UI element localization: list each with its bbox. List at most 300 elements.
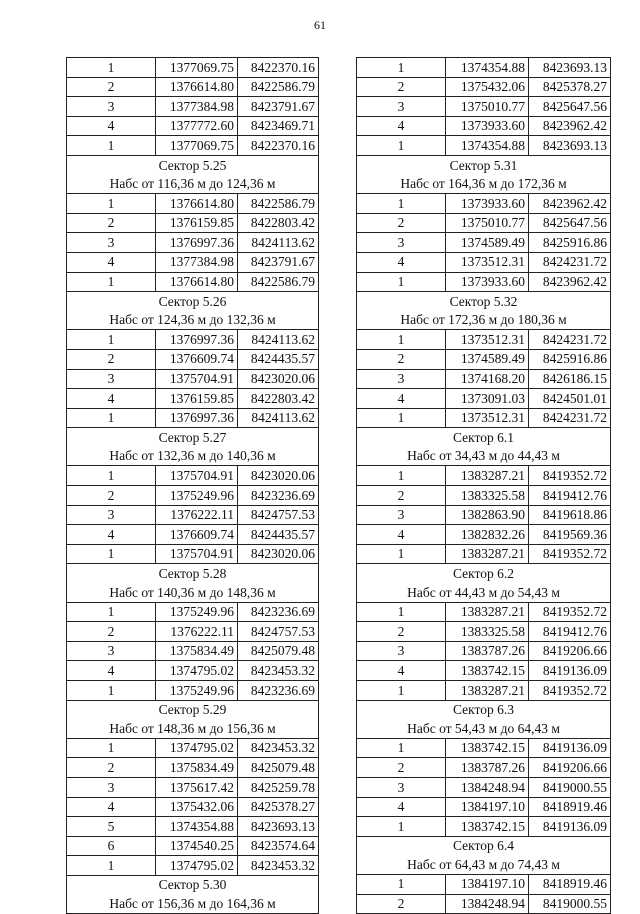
point-number-cell: 3 [357, 505, 446, 525]
x-coordinate-cell: 1373933.60 [446, 272, 529, 292]
y-coordinate-cell: 8425916.86 [529, 349, 611, 369]
y-coordinate-cell: 8424757.53 [238, 505, 319, 525]
table-row [357, 408, 611, 428]
point-number-cell: 3 [67, 777, 156, 797]
x-coordinate-cell: 1375834.49 [156, 641, 238, 661]
point-number-cell: 2 [67, 758, 156, 778]
point-number-cell: 6 [67, 836, 156, 856]
table-row [357, 233, 611, 253]
y-coordinate-cell: 8419412.76 [529, 486, 611, 506]
x-coordinate-cell: 1375704.91 [156, 466, 238, 486]
x-coordinate-cell: 1375249.96 [156, 486, 238, 506]
sector-header-row [357, 447, 611, 466]
point-number-cell: 2 [67, 349, 156, 369]
sector-header-row [357, 583, 611, 602]
x-coordinate-cell: 1383287.21 [446, 544, 529, 564]
sector-header-row [67, 700, 319, 719]
x-coordinate-cell: 1376609.74 [156, 349, 238, 369]
sector-title: Сектор 6.2 [357, 564, 611, 583]
table-row [67, 836, 319, 856]
table-row [357, 272, 611, 292]
sector-header-row [357, 700, 611, 719]
x-coordinate-cell: 1373512.31 [446, 408, 529, 428]
sector-header-row [357, 428, 611, 447]
x-coordinate-cell: 1374589.49 [446, 349, 529, 369]
table-row [67, 525, 319, 545]
y-coordinate-cell: 8424113.62 [238, 408, 319, 428]
point-number-cell: 1 [357, 330, 446, 350]
y-coordinate-cell: 8424113.62 [238, 233, 319, 253]
y-coordinate-cell: 8424231.72 [529, 408, 611, 428]
y-coordinate-cell: 8419569.36 [529, 525, 611, 545]
point-number-cell: 2 [357, 894, 446, 914]
x-coordinate-cell: 1376222.11 [156, 505, 238, 525]
point-number-cell: 3 [67, 369, 156, 389]
x-coordinate-cell: 1384248.94 [446, 894, 529, 914]
table-row [67, 486, 319, 506]
y-coordinate-cell: 8423791.67 [238, 97, 319, 117]
point-number-cell: 3 [357, 369, 446, 389]
x-coordinate-cell: 1376222.11 [156, 622, 238, 642]
y-coordinate-cell: 8423962.42 [529, 272, 611, 292]
table-row [67, 641, 319, 661]
point-number-cell: 3 [67, 505, 156, 525]
sector-header-row [357, 719, 611, 738]
table-row [357, 369, 611, 389]
y-coordinate-cell: 8423693.13 [529, 136, 611, 156]
y-coordinate-cell: 8418919.46 [529, 797, 611, 817]
point-number-cell: 2 [357, 486, 446, 506]
sector-height-range: Набс от 116,36 м до 124,36 м [67, 175, 319, 194]
y-coordinate-cell: 8419136.09 [529, 738, 611, 758]
x-coordinate-cell: 1376614.80 [156, 77, 238, 97]
x-coordinate-cell: 1383787.26 [446, 758, 529, 778]
point-number-cell: 1 [357, 58, 446, 78]
y-coordinate-cell: 8419000.55 [529, 894, 611, 914]
point-number-cell: 3 [357, 777, 446, 797]
table-row [67, 544, 319, 564]
sector-title: Сектор 5.30 [67, 875, 319, 894]
y-coordinate-cell: 8425647.56 [529, 97, 611, 117]
y-coordinate-cell: 8424757.53 [238, 622, 319, 642]
point-number-cell: 1 [357, 136, 446, 156]
table-row [357, 97, 611, 117]
x-coordinate-cell: 1383287.21 [446, 602, 529, 622]
y-coordinate-cell: 8425378.27 [529, 77, 611, 97]
x-coordinate-cell: 1375704.91 [156, 369, 238, 389]
sector-header-row [357, 836, 611, 855]
x-coordinate-cell: 1375249.96 [156, 602, 238, 622]
sector-header-row [357, 855, 611, 874]
sector-height-range: Набс от 140,36 м до 148,36 м [67, 583, 319, 602]
sector-height-range: Набс от 156,36 м до 164,36 м [67, 895, 319, 914]
page-number: 61 [314, 18, 326, 32]
y-coordinate-cell: 8425079.48 [238, 641, 319, 661]
x-coordinate-cell: 1377069.75 [156, 58, 238, 78]
table-row [67, 408, 319, 428]
table-row [357, 252, 611, 272]
table-row [67, 369, 319, 389]
y-coordinate-cell: 8424113.62 [238, 330, 319, 350]
x-coordinate-cell: 1377384.98 [156, 252, 238, 272]
x-coordinate-cell: 1375010.77 [446, 97, 529, 117]
y-coordinate-cell: 8422370.16 [238, 136, 319, 156]
table-row [357, 661, 611, 681]
y-coordinate-cell: 8423236.69 [238, 602, 319, 622]
table-row [67, 738, 319, 758]
y-coordinate-cell: 8424231.72 [529, 252, 611, 272]
coordinates-table-left [66, 57, 319, 914]
point-number-cell: 1 [67, 58, 156, 78]
table-row [357, 116, 611, 136]
sector-title: Сектор 6.1 [357, 428, 611, 447]
x-coordinate-cell: 1374354.88 [446, 136, 529, 156]
y-coordinate-cell: 8423020.06 [238, 466, 319, 486]
y-coordinate-cell: 8425378.27 [238, 797, 319, 817]
table-row [67, 213, 319, 233]
y-coordinate-cell: 8422803.42 [238, 213, 319, 233]
table-row [67, 252, 319, 272]
y-coordinate-cell: 8426186.15 [529, 369, 611, 389]
x-coordinate-cell: 1382863.90 [446, 505, 529, 525]
sector-header-row [67, 292, 319, 311]
point-number-cell: 1 [67, 136, 156, 156]
table-row [357, 194, 611, 214]
y-coordinate-cell: 8419352.72 [529, 681, 611, 701]
table-row [357, 874, 611, 894]
point-number-cell: 3 [357, 641, 446, 661]
table-row [357, 136, 611, 156]
x-coordinate-cell: 1376609.74 [156, 525, 238, 545]
x-coordinate-cell: 1375010.77 [446, 213, 529, 233]
table-row [67, 758, 319, 778]
y-coordinate-cell: 8423453.32 [238, 738, 319, 758]
x-coordinate-cell: 1373512.31 [446, 330, 529, 350]
table-row [357, 466, 611, 486]
table-row [357, 77, 611, 97]
table-row [67, 116, 319, 136]
point-number-cell: 2 [67, 77, 156, 97]
sector-header-row [67, 583, 319, 602]
y-coordinate-cell: 8423236.69 [238, 486, 319, 506]
y-coordinate-cell: 8419206.66 [529, 641, 611, 661]
y-coordinate-cell: 8422370.16 [238, 58, 319, 78]
y-coordinate-cell: 8419352.72 [529, 544, 611, 564]
x-coordinate-cell: 1376997.36 [156, 408, 238, 428]
y-coordinate-cell: 8424435.57 [238, 525, 319, 545]
point-number-cell: 4 [357, 661, 446, 681]
table-row [357, 622, 611, 642]
table-row [357, 349, 611, 369]
table-row [357, 213, 611, 233]
sector-header-row [357, 292, 611, 311]
x-coordinate-cell: 1377772.60 [156, 116, 238, 136]
point-number-cell: 4 [67, 525, 156, 545]
point-number-cell: 4 [67, 116, 156, 136]
table-row [67, 817, 319, 837]
sector-header-row [67, 175, 319, 194]
y-coordinate-cell: 8419352.72 [529, 466, 611, 486]
sector-title: Сектор 5.29 [67, 700, 319, 719]
point-number-cell: 1 [357, 194, 446, 214]
table-row [67, 389, 319, 409]
point-number-cell: 2 [67, 486, 156, 506]
x-coordinate-cell: 1375432.06 [156, 797, 238, 817]
point-number-cell: 4 [67, 389, 156, 409]
sector-header-row [67, 428, 319, 447]
sector-header-row [357, 311, 611, 330]
point-number-cell: 2 [67, 622, 156, 642]
x-coordinate-cell: 1376997.36 [156, 233, 238, 253]
y-coordinate-cell: 8423453.32 [238, 661, 319, 681]
sector-header-row [357, 175, 611, 194]
table-row [67, 272, 319, 292]
table-row [357, 58, 611, 78]
table-row [67, 602, 319, 622]
x-coordinate-cell: 1383287.21 [446, 466, 529, 486]
y-coordinate-cell: 8419136.09 [529, 817, 611, 837]
y-coordinate-cell: 8423962.42 [529, 116, 611, 136]
point-number-cell: 1 [67, 738, 156, 758]
y-coordinate-cell: 8422586.79 [238, 272, 319, 292]
y-coordinate-cell: 8423020.06 [238, 369, 319, 389]
point-number-cell: 4 [357, 525, 446, 545]
point-number-cell: 4 [357, 389, 446, 409]
sector-header-row [67, 719, 319, 738]
x-coordinate-cell: 1374795.02 [156, 856, 238, 876]
point-number-cell: 1 [67, 602, 156, 622]
point-number-cell: 1 [357, 408, 446, 428]
table-row [67, 622, 319, 642]
table-row [357, 777, 611, 797]
sector-header-row [67, 447, 319, 466]
sector-title: Сектор 5.28 [67, 564, 319, 583]
table-row [67, 58, 319, 78]
table-row [67, 349, 319, 369]
point-number-cell: 2 [67, 213, 156, 233]
point-number-cell: 1 [357, 681, 446, 701]
point-number-cell: 3 [357, 97, 446, 117]
sector-title: Сектор 5.26 [67, 292, 319, 311]
table-row [67, 136, 319, 156]
x-coordinate-cell: 1384197.10 [446, 874, 529, 894]
y-coordinate-cell: 8425259.78 [238, 777, 319, 797]
sector-header-row [67, 875, 319, 894]
x-coordinate-cell: 1374168.20 [446, 369, 529, 389]
sector-height-range: Набс от 148,36 м до 156,36 м [67, 719, 319, 738]
table-row [357, 544, 611, 564]
sector-header-row [357, 564, 611, 583]
table-row [357, 758, 611, 778]
x-coordinate-cell: 1375249.96 [156, 681, 238, 701]
y-coordinate-cell: 8425916.86 [529, 233, 611, 253]
sector-header-row [67, 311, 319, 330]
table-row [67, 97, 319, 117]
y-coordinate-cell: 8424501.01 [529, 389, 611, 409]
x-coordinate-cell: 1374540.25 [156, 836, 238, 856]
x-coordinate-cell: 1375617.42 [156, 777, 238, 797]
point-number-cell: 4 [357, 252, 446, 272]
table-row [357, 681, 611, 701]
x-coordinate-cell: 1373091.03 [446, 389, 529, 409]
x-coordinate-cell: 1374354.88 [446, 58, 529, 78]
x-coordinate-cell: 1377069.75 [156, 136, 238, 156]
x-coordinate-cell: 1383742.15 [446, 661, 529, 681]
point-number-cell: 1 [357, 874, 446, 894]
coordinates-table-right [356, 57, 611, 914]
sector-title: Сектор 5.27 [67, 428, 319, 447]
x-coordinate-cell: 1373933.60 [446, 194, 529, 214]
point-number-cell: 1 [67, 408, 156, 428]
sector-title: Сектор 5.25 [67, 155, 319, 174]
table-row [67, 233, 319, 253]
table-row [67, 330, 319, 350]
point-number-cell: 3 [67, 233, 156, 253]
y-coordinate-cell: 8423693.13 [238, 817, 319, 837]
point-number-cell: 1 [67, 544, 156, 564]
point-number-cell: 4 [67, 252, 156, 272]
x-coordinate-cell: 1383325.58 [446, 486, 529, 506]
point-number-cell: 3 [357, 233, 446, 253]
table-row [357, 797, 611, 817]
point-number-cell: 4 [357, 797, 446, 817]
x-coordinate-cell: 1374795.02 [156, 738, 238, 758]
sector-height-range: Набс от 34,43 м до 44,43 м [357, 447, 611, 466]
point-number-cell: 1 [67, 194, 156, 214]
y-coordinate-cell: 8425079.48 [238, 758, 319, 778]
x-coordinate-cell: 1373512.31 [446, 252, 529, 272]
table-row [357, 525, 611, 545]
point-number-cell: 5 [67, 817, 156, 837]
y-coordinate-cell: 8419412.76 [529, 622, 611, 642]
table-row [67, 505, 319, 525]
point-number-cell: 3 [67, 97, 156, 117]
x-coordinate-cell: 1376614.80 [156, 272, 238, 292]
sector-title: Сектор 5.32 [357, 292, 611, 311]
point-number-cell: 1 [357, 738, 446, 758]
sector-header-row [67, 895, 319, 914]
point-number-cell: 1 [357, 544, 446, 564]
x-coordinate-cell: 1382832.26 [446, 525, 529, 545]
table-row [357, 641, 611, 661]
y-coordinate-cell: 8423453.32 [238, 856, 319, 876]
x-coordinate-cell: 1377384.98 [156, 97, 238, 117]
x-coordinate-cell: 1383325.58 [446, 622, 529, 642]
y-coordinate-cell: 8424231.72 [529, 330, 611, 350]
sector-height-range: Набс от 172,36 м до 180,36 м [357, 311, 611, 330]
point-number-cell: 1 [357, 817, 446, 837]
sector-height-range: Набс от 124,36 м до 132,36 м [67, 311, 319, 330]
point-number-cell: 2 [357, 213, 446, 233]
point-number-cell: 4 [67, 797, 156, 817]
sector-header-row [67, 564, 319, 583]
table-row [357, 486, 611, 506]
y-coordinate-cell: 8423791.67 [238, 252, 319, 272]
point-number-cell: 4 [67, 661, 156, 681]
point-number-cell: 1 [357, 272, 446, 292]
point-number-cell: 1 [67, 856, 156, 876]
sector-height-range: Набс от 44,43 м до 54,43 м [357, 583, 611, 602]
point-number-cell: 1 [67, 330, 156, 350]
y-coordinate-cell: 8419352.72 [529, 602, 611, 622]
y-coordinate-cell: 8422803.42 [238, 389, 319, 409]
point-number-cell: 1 [67, 272, 156, 292]
point-number-cell: 2 [357, 77, 446, 97]
table-row [67, 681, 319, 701]
y-coordinate-cell: 8424435.57 [238, 349, 319, 369]
x-coordinate-cell: 1384248.94 [446, 777, 529, 797]
x-coordinate-cell: 1375432.06 [446, 77, 529, 97]
x-coordinate-cell: 1373933.60 [446, 116, 529, 136]
point-number-cell: 3 [67, 641, 156, 661]
sector-title: Сектор 5.31 [357, 155, 611, 174]
table-row [357, 330, 611, 350]
point-number-cell: 1 [67, 466, 156, 486]
sector-header-row [357, 155, 611, 174]
x-coordinate-cell: 1383742.15 [446, 817, 529, 837]
y-coordinate-cell: 8423693.13 [529, 58, 611, 78]
sector-height-range: Набс от 54,43 м до 64,43 м [357, 719, 611, 738]
y-coordinate-cell: 8423236.69 [238, 681, 319, 701]
y-coordinate-cell: 8423962.42 [529, 194, 611, 214]
table-row [67, 797, 319, 817]
x-coordinate-cell: 1384197.10 [446, 797, 529, 817]
y-coordinate-cell: 8418919.46 [529, 874, 611, 894]
point-number-cell: 2 [357, 622, 446, 642]
point-number-cell: 1 [67, 681, 156, 701]
y-coordinate-cell: 8422586.79 [238, 194, 319, 214]
x-coordinate-cell: 1375834.49 [156, 758, 238, 778]
table-row [67, 661, 319, 681]
x-coordinate-cell: 1383287.21 [446, 681, 529, 701]
table-row [357, 817, 611, 837]
table-row [67, 777, 319, 797]
y-coordinate-cell: 8419206.66 [529, 758, 611, 778]
x-coordinate-cell: 1375704.91 [156, 544, 238, 564]
x-coordinate-cell: 1383787.26 [446, 641, 529, 661]
sector-height-range: Набс от 132,36 м до 140,36 м [67, 447, 319, 466]
x-coordinate-cell: 1374354.88 [156, 817, 238, 837]
table-row [67, 856, 319, 876]
table-row [357, 602, 611, 622]
point-number-cell: 1 [357, 466, 446, 486]
y-coordinate-cell: 8423469.71 [238, 116, 319, 136]
sector-height-range: Набс от 164,36 м до 172,36 м [357, 175, 611, 194]
y-coordinate-cell: 8419618.86 [529, 505, 611, 525]
point-number-cell: 2 [357, 758, 446, 778]
y-coordinate-cell: 8425647.56 [529, 213, 611, 233]
x-coordinate-cell: 1374589.49 [446, 233, 529, 253]
sector-height-range: Набс от 64,43 м до 74,43 м [357, 855, 611, 874]
table-row [67, 194, 319, 214]
sector-header-row [67, 155, 319, 174]
y-coordinate-cell: 8419136.09 [529, 661, 611, 681]
point-number-cell: 2 [357, 349, 446, 369]
x-coordinate-cell: 1383742.15 [446, 738, 529, 758]
x-coordinate-cell: 1376159.85 [156, 389, 238, 409]
table-row [67, 77, 319, 97]
point-number-cell: 1 [357, 602, 446, 622]
x-coordinate-cell: 1376997.36 [156, 330, 238, 350]
sector-title: Сектор 6.3 [357, 700, 611, 719]
table-row [357, 894, 611, 914]
y-coordinate-cell: 8419000.55 [529, 777, 611, 797]
y-coordinate-cell: 8423020.06 [238, 544, 319, 564]
x-coordinate-cell: 1374795.02 [156, 661, 238, 681]
x-coordinate-cell: 1376614.80 [156, 194, 238, 214]
table-row [67, 466, 319, 486]
y-coordinate-cell: 8423574.64 [238, 836, 319, 856]
